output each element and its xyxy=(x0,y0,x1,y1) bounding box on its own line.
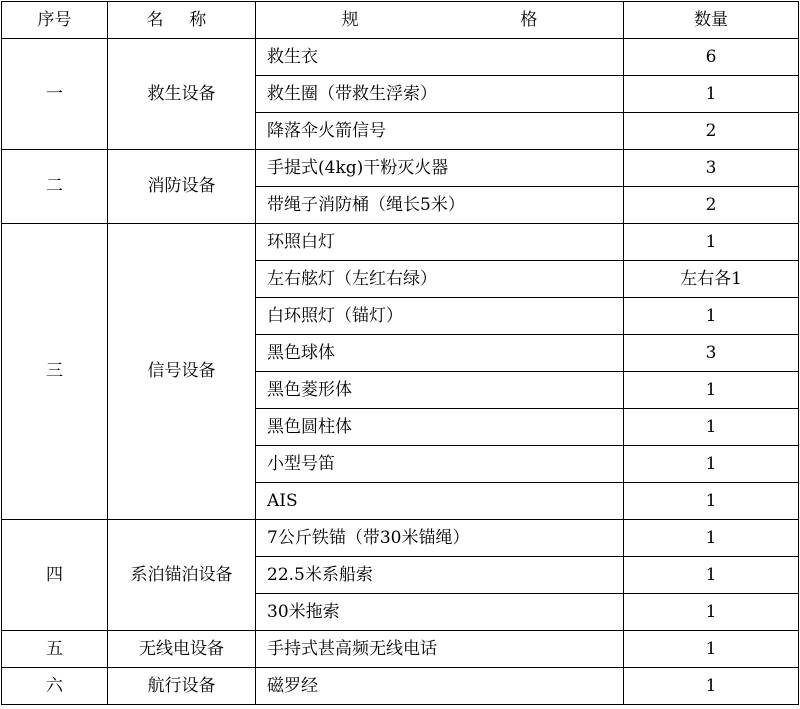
spec-cell: 手持式甚高频无线电话 xyxy=(256,631,624,668)
table-row xyxy=(2,150,799,187)
spec-cell: 黑色菱形体 xyxy=(256,372,624,409)
group-index-cell: 一 xyxy=(2,39,108,150)
quantity-cell: 1 xyxy=(624,631,799,668)
table-row xyxy=(2,39,799,76)
group-index-cell: 五 xyxy=(2,631,108,668)
spec-cell: 22.5米系船索 xyxy=(256,557,624,594)
group-name-cell: 系泊锚泊设备 xyxy=(108,520,256,631)
spec-cell: 30米拖索 xyxy=(256,594,624,631)
group-name-cell: 无线电设备 xyxy=(108,631,256,668)
group-index-cell: 六 xyxy=(2,668,108,705)
quantity-cell: 1 xyxy=(624,668,799,705)
quantity-cell: 2 xyxy=(624,187,799,224)
spec-cell: 救生衣 xyxy=(256,39,624,76)
header-row xyxy=(2,2,799,39)
table-row xyxy=(2,520,799,557)
quantity-cell: 1 xyxy=(624,520,799,557)
quantity-cell: 6 xyxy=(624,39,799,76)
header-quantity: 数量 xyxy=(624,2,799,39)
spec-cell: 手提式(4kg)干粉灭火器 xyxy=(256,150,624,187)
spec-cell: 白环照灯（锚灯） xyxy=(256,298,624,335)
group-index-cell: 三 xyxy=(2,224,108,520)
quantity-cell: 2 xyxy=(624,113,799,150)
group-name-cell: 信号设备 xyxy=(108,224,256,520)
table-header xyxy=(2,2,799,39)
group-name-cell: 消防设备 xyxy=(108,150,256,224)
group-name-cell: 救生设备 xyxy=(108,39,256,150)
spec-cell: 黑色圆柱体 xyxy=(256,409,624,446)
spec-cell: 黑色球体 xyxy=(256,335,624,372)
spec-cell: 左右舷灯（左红右绿） xyxy=(256,261,624,298)
table-row xyxy=(2,224,799,261)
quantity-cell: 3 xyxy=(624,335,799,372)
quantity-cell: 3 xyxy=(624,150,799,187)
quantity-cell: 1 xyxy=(624,372,799,409)
quantity-cell: 1 xyxy=(624,557,799,594)
quantity-cell: 1 xyxy=(624,409,799,446)
spec-cell: 降落伞火箭信号 xyxy=(256,113,624,150)
quantity-cell: 1 xyxy=(624,224,799,261)
header-name: 名 称 xyxy=(108,2,256,39)
quantity-cell: 1 xyxy=(624,594,799,631)
quantity-cell: 左右各1 xyxy=(624,261,799,298)
spec-cell: 7公斤铁锚（带30米锚绳） xyxy=(256,520,624,557)
header-spec: 规 格 xyxy=(256,2,624,39)
table-row xyxy=(2,631,799,668)
group-name-cell: 航行设备 xyxy=(108,668,256,705)
quantity-cell: 1 xyxy=(624,76,799,113)
group-index-cell: 二 xyxy=(2,150,108,224)
quantity-cell: 1 xyxy=(624,483,799,520)
spec-cell: 小型号笛 xyxy=(256,446,624,483)
table-row xyxy=(2,668,799,705)
quantity-cell: 1 xyxy=(624,446,799,483)
spec-cell: 环照白灯 xyxy=(256,224,624,261)
spec-cell: 救生圈（带救生浮索） xyxy=(256,76,624,113)
equipment-table xyxy=(1,1,799,705)
header-index: 序号 xyxy=(2,2,108,39)
spec-cell: AIS xyxy=(256,483,624,520)
spec-cell: 磁罗经 xyxy=(256,668,624,705)
spec-cell: 带绳子消防桶（绳长5米） xyxy=(256,187,624,224)
table-body xyxy=(2,39,799,705)
group-index-cell: 四 xyxy=(2,520,108,631)
quantity-cell: 1 xyxy=(624,298,799,335)
